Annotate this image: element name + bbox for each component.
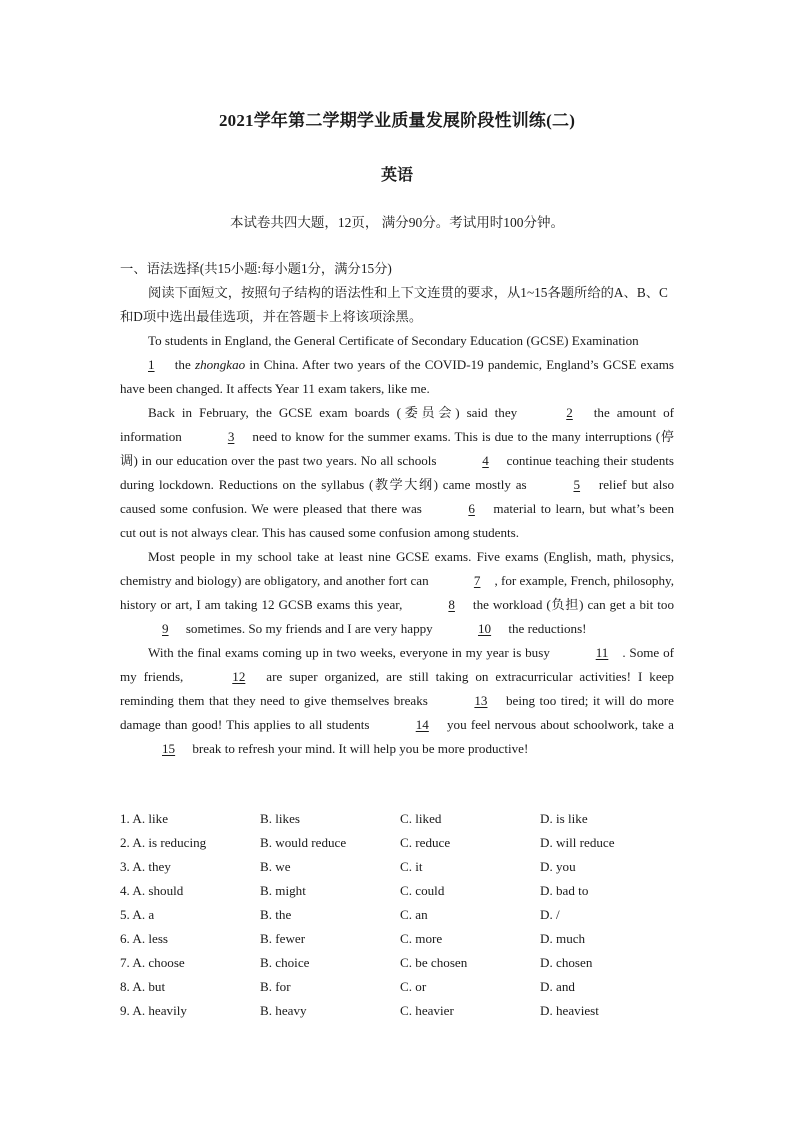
option-a: 8. A. but: [120, 979, 166, 994]
option-b: B. the: [260, 907, 292, 922]
option-a: 2. A. is reducing: [120, 835, 207, 850]
passage-text: the reductions!: [505, 621, 587, 636]
passage-text: in China. After two years of the COVID-19 pandemic, England’s GCSE exams have been changed. It affects Year 11 exam takers, like me.: [120, 357, 674, 396]
option-d: D. will reduce: [540, 835, 615, 850]
passage-text: being too tired; it will do more damage than good! This applies to all students: [120, 693, 674, 732]
passage-text: , for example, French, philosophy, history or art, I am taking 12 GCSB exams this year,: [120, 573, 674, 612]
blank-8: 8: [448, 597, 455, 612]
paragraph-2: [120, 401, 674, 545]
passage-text: Back in February, the GCSE exam boards (委员会) said they: [148, 405, 525, 420]
blank-13: 13: [474, 693, 488, 708]
option-row-5: [120, 903, 680, 927]
option-b: B. likes: [260, 811, 301, 826]
option-d: D. chosen: [540, 955, 593, 970]
option-c: C. be chosen: [400, 955, 468, 970]
option-b: B. fewer: [260, 931, 306, 946]
blank-9: 9: [162, 621, 169, 636]
subject-title: 英语: [380, 167, 413, 184]
blank-14: 14: [415, 717, 429, 732]
option-c: C. or: [400, 979, 427, 994]
option-row-7: [120, 951, 680, 975]
blank-12: 12: [232, 669, 246, 684]
blank-7: 7: [473, 573, 481, 588]
passage-text: material to learn, but what’s been cut out is not always clear. This has caused some confusion among students.: [120, 501, 675, 540]
option-c: C. an: [400, 907, 428, 922]
blank-10: 10: [478, 621, 492, 636]
option-c: C. it: [400, 859, 423, 874]
passage-text: the workload (负担) can get a bit too: [468, 597, 674, 612]
blank-11: 11: [595, 645, 609, 660]
option-d: D. and: [540, 979, 575, 994]
blank-15: 15: [162, 741, 176, 756]
blank-2: 2: [566, 405, 573, 420]
exam-title: 2021学年第二学期学业质量发展阶段性训练(二): [218, 111, 576, 130]
passage-text: With the final exams coming up in two weeks, everyone in my year is busy: [148, 645, 554, 660]
passage-text: need to know for the summer exams. This is due to the many interruptions (停调) in our education over the past two years. No all schools: [120, 429, 674, 468]
option-row-2: [120, 831, 680, 855]
passage-text: are super organized, are still taking on extracurricular activities! I keep reminding them that they need to give themselves breaks: [120, 669, 674, 708]
option-c: C. reduce: [400, 835, 451, 850]
passage-text: sometimes. So my friends and I are very happy: [182, 621, 436, 636]
option-a: 9. A. heavily: [120, 1003, 187, 1018]
passage-text: . Some of my friends,: [120, 645, 674, 684]
option-d: D. is like: [540, 811, 588, 826]
paragraph-1: [120, 329, 674, 401]
blank-5: 5: [573, 477, 581, 492]
passage-text: the amount of information: [120, 405, 674, 444]
blank-1: 1: [148, 357, 155, 372]
passage-text: To students in England, the General Certificate of Secondary Education (GCSE) Examination: [148, 333, 639, 348]
option-c: C. more: [400, 931, 443, 946]
passage-text: the: [170, 357, 195, 372]
option-a: 6. A. less: [120, 931, 169, 946]
option-c: C. heavier: [400, 1003, 454, 1018]
passage-text: continue teaching their students during lockdown. Reductions on the syllabus (教学大纲) came mostly as: [120, 453, 674, 492]
option-row-8: [120, 975, 680, 999]
option-a: 5. A. a: [120, 907, 155, 922]
passage-text: relief but also caused some confusion. We were pleased that there was: [120, 477, 675, 516]
section-instructions: 阅读下面短文，按照句子结构的语法性和上下文连贯的要求，从1~15各题所给的A、B、C和D项中选出最佳选项，并在答题卡上将该项涂黑。: [120, 285, 668, 324]
option-d: D. /: [540, 907, 560, 922]
passage-text: you feel nervous about schoolwork, take a: [442, 717, 674, 732]
option-row-3: [120, 855, 680, 879]
blank-6: 6: [468, 501, 475, 516]
option-b: B. would reduce: [260, 835, 347, 850]
option-row-4: [120, 879, 680, 903]
reading-passage: [120, 329, 674, 761]
option-b: B. choice: [260, 955, 310, 970]
passage-text: break to refresh your mind. It will help you be more productive!: [189, 741, 529, 756]
option-b: B. might: [260, 883, 306, 898]
paragraph-4: [120, 641, 674, 761]
option-b: B. we: [260, 859, 291, 874]
option-row-1: [120, 807, 680, 831]
option-d: D. you: [540, 859, 576, 874]
paragraph-3: [120, 545, 674, 641]
option-b: B. heavy: [260, 1003, 307, 1018]
option-row-6: [120, 927, 680, 951]
blank-4: 4: [482, 453, 489, 468]
option-a: 3. A. they: [120, 859, 171, 874]
option-a: 4. A. should: [120, 883, 184, 898]
passage-italic: zhongkao: [194, 357, 246, 372]
section-heading: 一、语法选择(共15小题:每小题1分，满分15分): [120, 261, 392, 276]
option-c: C. liked: [400, 811, 442, 826]
option-c: C. could: [400, 883, 445, 898]
option-a: 7. A. choose: [120, 955, 185, 970]
exam-info: 本试卷共四大题，12页， 满分90分。考试用时100分钟。: [229, 215, 565, 230]
option-b: B. for: [260, 979, 291, 994]
option-d: D. much: [540, 931, 586, 946]
option-d: D. heaviest: [540, 1003, 599, 1018]
answer-options: [120, 807, 680, 1023]
option-row-9: [120, 999, 680, 1023]
option-a: 1. A. like: [120, 811, 169, 826]
option-d: D. bad to: [540, 883, 589, 898]
blank-3: 3: [227, 429, 235, 444]
passage-text: Most people in my school take at least nine GCSE exams. Five exams (English, math, physics, chemistry and biology) are obligatory, and another fort can: [120, 549, 674, 588]
